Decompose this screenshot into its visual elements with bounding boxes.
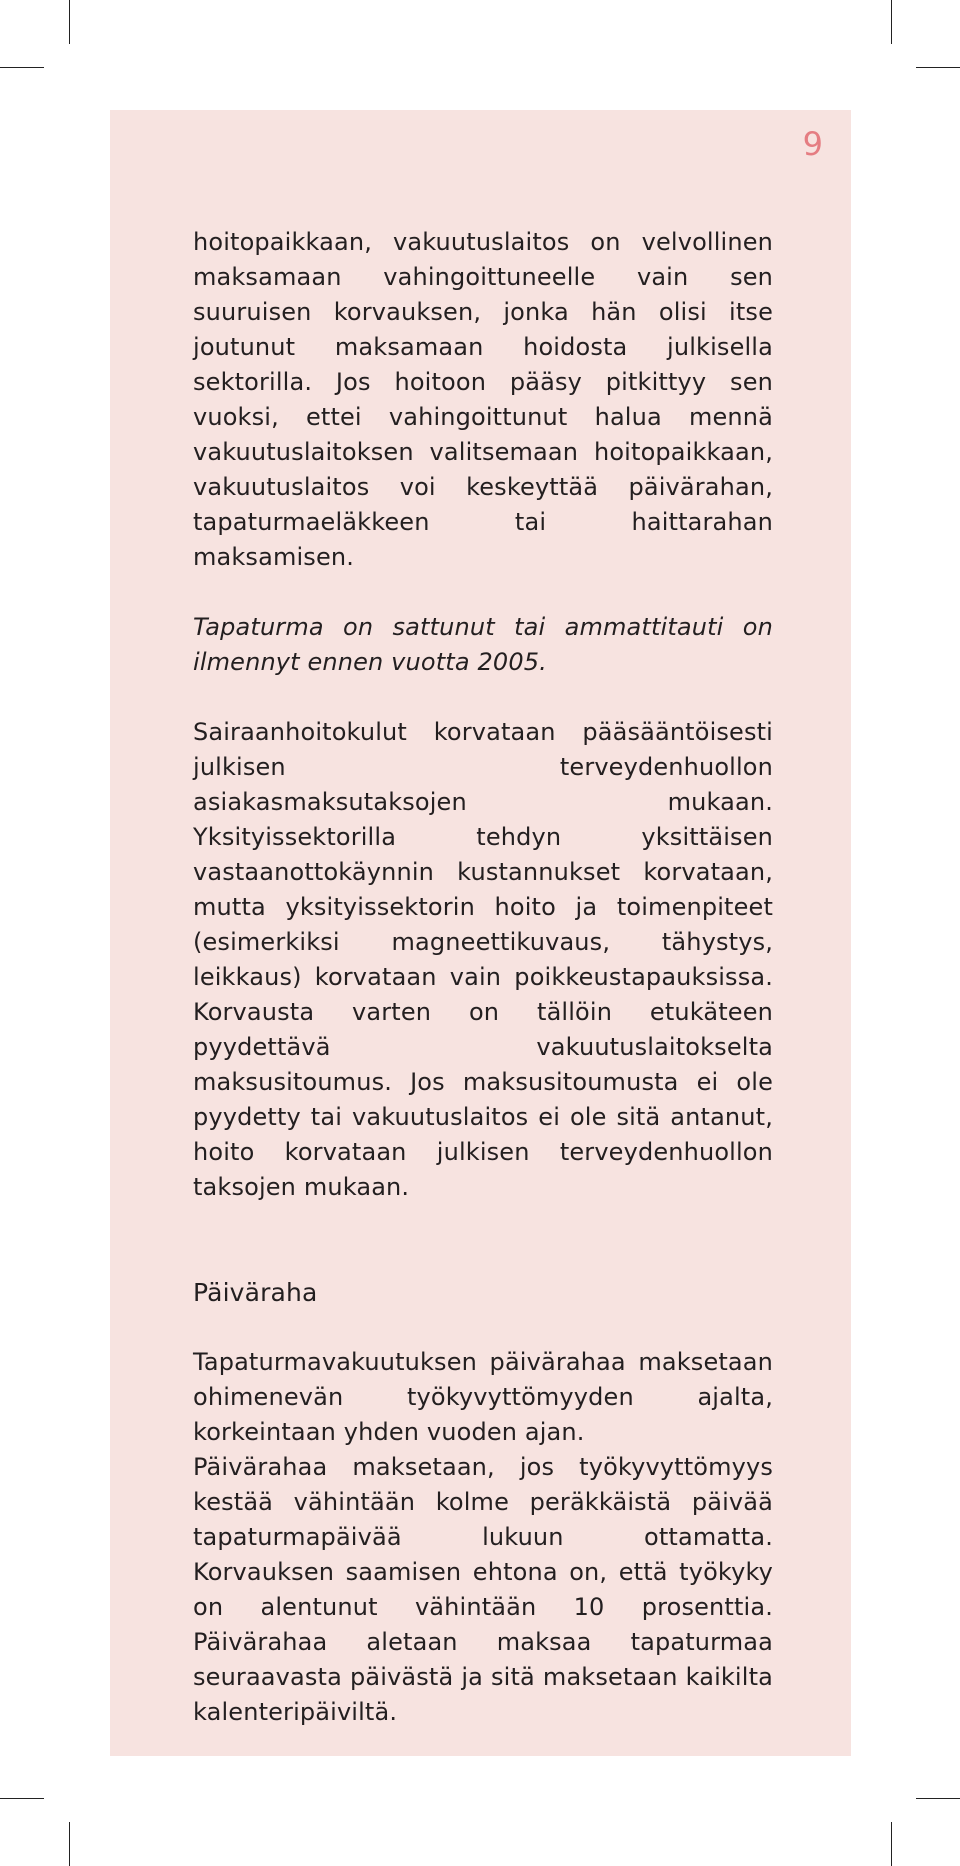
paragraph-daily-allowance-conditions: Päivärahaa maksetaan, jos työkyvyttömyys kestää vähintään kolme peräkkäistä päivää tapaturmapäivää lukuun ottamatta. Korvauksen saamisen ehtona on, että työkyky on alentunut vähintään 10 prosenttia. Päivärahaa aletaan maksaa tapaturmaa seuraavasta päivästä ja sitä maksetaan kaikilta kalenteripäiviltä.	[193, 1453, 773, 1726]
paragraph-daily-allowance-period: Tapaturmavakuutuksen päivärahaa maksetaan ohimenevän työkyvyttömyyden ajalta, korkeintaan yhden vuoden ajan.	[193, 1348, 773, 1446]
paragraph-medical-costs: Sairaanhoitokulut korvataan pääsääntöisesti julkisen terveydenhuollon asiakasmaksutaksojen mukaan. Yksityissektorilla tehdyn yksittäisen vastaanottokäynnin kustannukset korvataan, mutta yksityissektorin hoito ja toimenpiteet (esimerkiksi magneettikuvaus, tähystys, leikkaus) korvataan vain poikkeustapauksissa. Korvausta varten on tällöin etukäteen pyydettävä vakuutuslaitokselta maksusitoumus. Jos maksusitoumusta ei ole pyydetty tai vakuutuslaitos ei ole sitä antanut, hoito korvataan julkisen terveydenhuollon taksojen mukaan.	[193, 718, 773, 1201]
crop-mark-bottom-right-vertical	[891, 1822, 892, 1866]
crop-mark-bottom-left-horizontal	[0, 1798, 44, 1799]
crop-mark-top-right-horizontal	[916, 67, 960, 68]
document-body	[193, 225, 773, 1730]
page-panel	[110, 110, 851, 1756]
section-heading-paivaraha: Päiväraha	[193, 1278, 318, 1307]
crop-mark-bottom-right-horizontal	[916, 1798, 960, 1799]
crop-mark-top-left-horizontal	[0, 67, 44, 68]
crop-mark-bottom-left-vertical	[69, 1822, 70, 1866]
page-number: 9	[802, 125, 823, 163]
italic-note-before-2005: Tapaturma on sattunut tai ammattitauti on ilmennyt ennen vuotta 2005.	[193, 613, 773, 676]
crop-mark-top-left-vertical	[69, 0, 70, 44]
paragraph-treatment-location: hoitopaikkaan, vakuutuslaitos on velvollinen maksamaan vahingoittuneelle vain sen suuruisen korvauksen, jonka hän olisi itse joutunut maksamaan hoidosta julkisella sektorilla. Jos hoitoon pääsy pitkittyy sen vuoksi, ettei vahingoittunut halua mennä vakuutuslaitoksen valitsemaan hoitopaikkaan, vakuutuslaitos voi keskeyttää päivärahan, tapaturmaeläkkeen tai haittarahan maksamisen.	[193, 228, 773, 571]
crop-mark-top-right-vertical	[891, 0, 892, 44]
